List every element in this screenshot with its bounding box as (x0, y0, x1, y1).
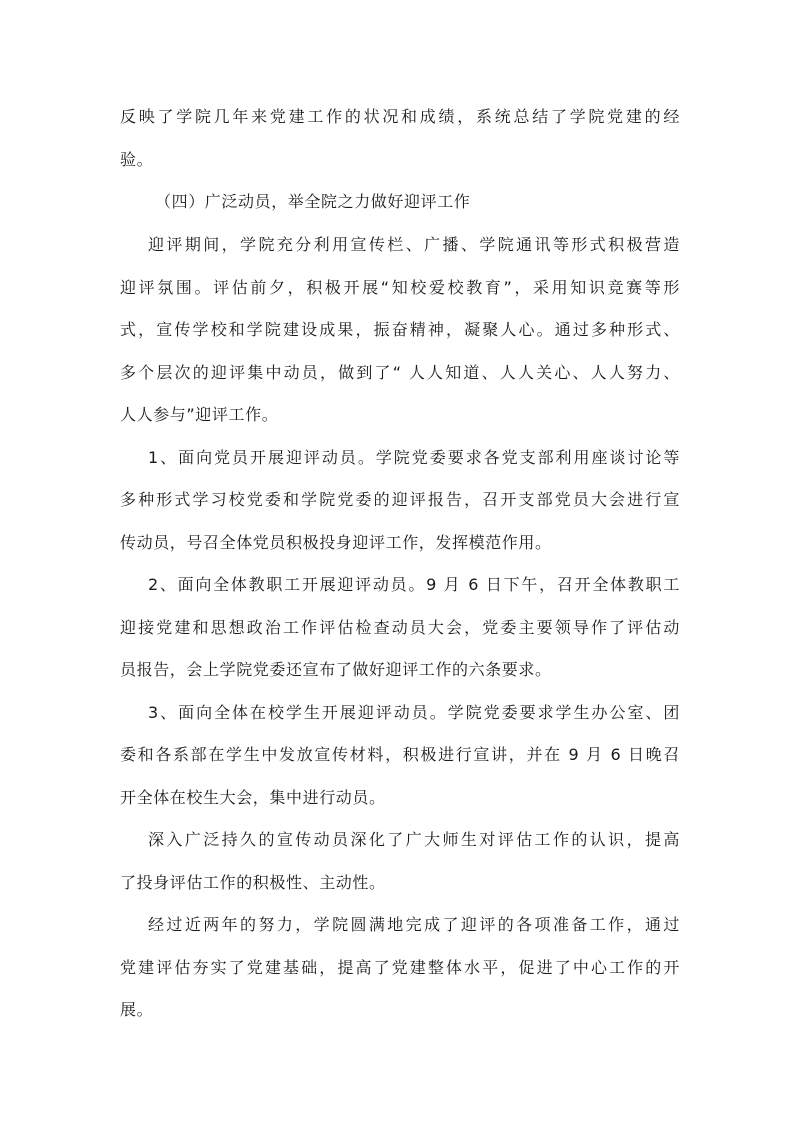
body-line: 迎评氛围。评估前夕，积极开展“知校爱校教育”，采用知识竞赛等形 (120, 278, 680, 297)
body-line: 多个层次的迎评集中动员，做到了“ 人人知道、人人关心、人人努力、 (120, 363, 680, 382)
section-heading: （四）广泛动员，举全院之力做好迎评工作 (155, 192, 471, 211)
body-line: 3、面向全体在校学生开展迎评动员。学院党委要求学生办公室、团 (148, 703, 680, 722)
body-line: 经过近两年的努力，学院圆满地完成了迎评的各项准备工作，通过 (148, 915, 680, 934)
body-line: 反映了学院几年来党建工作的状况和成绩，系统总结了学院党建的经 (120, 107, 680, 126)
body-line: 开全体在校生大会，集中进行动员。 (120, 788, 386, 807)
body-line: 1、面向党员开展迎评动员。学院党委要求各党支部利用座谈讨论等 (148, 448, 680, 467)
body-line: 式，宣传学校和学院建设成果，振奋精神，凝聚人心。通过多种形式、 (120, 320, 680, 339)
body-line: 了投身评估工作的积极性、主动性。 (120, 873, 386, 892)
body-line: 验。 (120, 150, 154, 169)
body-line: 委和各系部在学生中发放宣传材料，积极进行宣讲，并在 9 月 6 日晚召 (120, 745, 680, 764)
body-line: 传动员，号召全体党员积极投身迎评工作，发挥模范作用。 (120, 533, 552, 552)
body-line: 2、面向全体教职工开展迎评动员。9 月 6 日下午，召开全体教职工 (148, 575, 680, 594)
body-line: 党建评估夯实了党建基础，提高了党建整体水平，促进了中心工作的开 (120, 958, 680, 977)
body-line: 迎评期间，学院充分利用宣传栏、广播、学院通讯等形式积极营造 (148, 235, 680, 254)
body-line: 深入广泛持久的宣传动员深化了广大师生对评估工作的认识，提高 (148, 830, 680, 849)
body-line: 人人参与”迎评工作。 (120, 405, 279, 424)
body-line: 展。 (120, 1000, 154, 1019)
body-line: 多种形式学习校党委和学院党委的迎评报告，召开支部党员大会进行宣 (120, 490, 680, 509)
body-line: 员报告，会上学院党委还宣布了做好迎评工作的六条要求。 (120, 660, 552, 679)
body-line: 迎接党建和思想政治工作评估检查动员大会，党委主要领导作了评估动 (120, 618, 680, 637)
